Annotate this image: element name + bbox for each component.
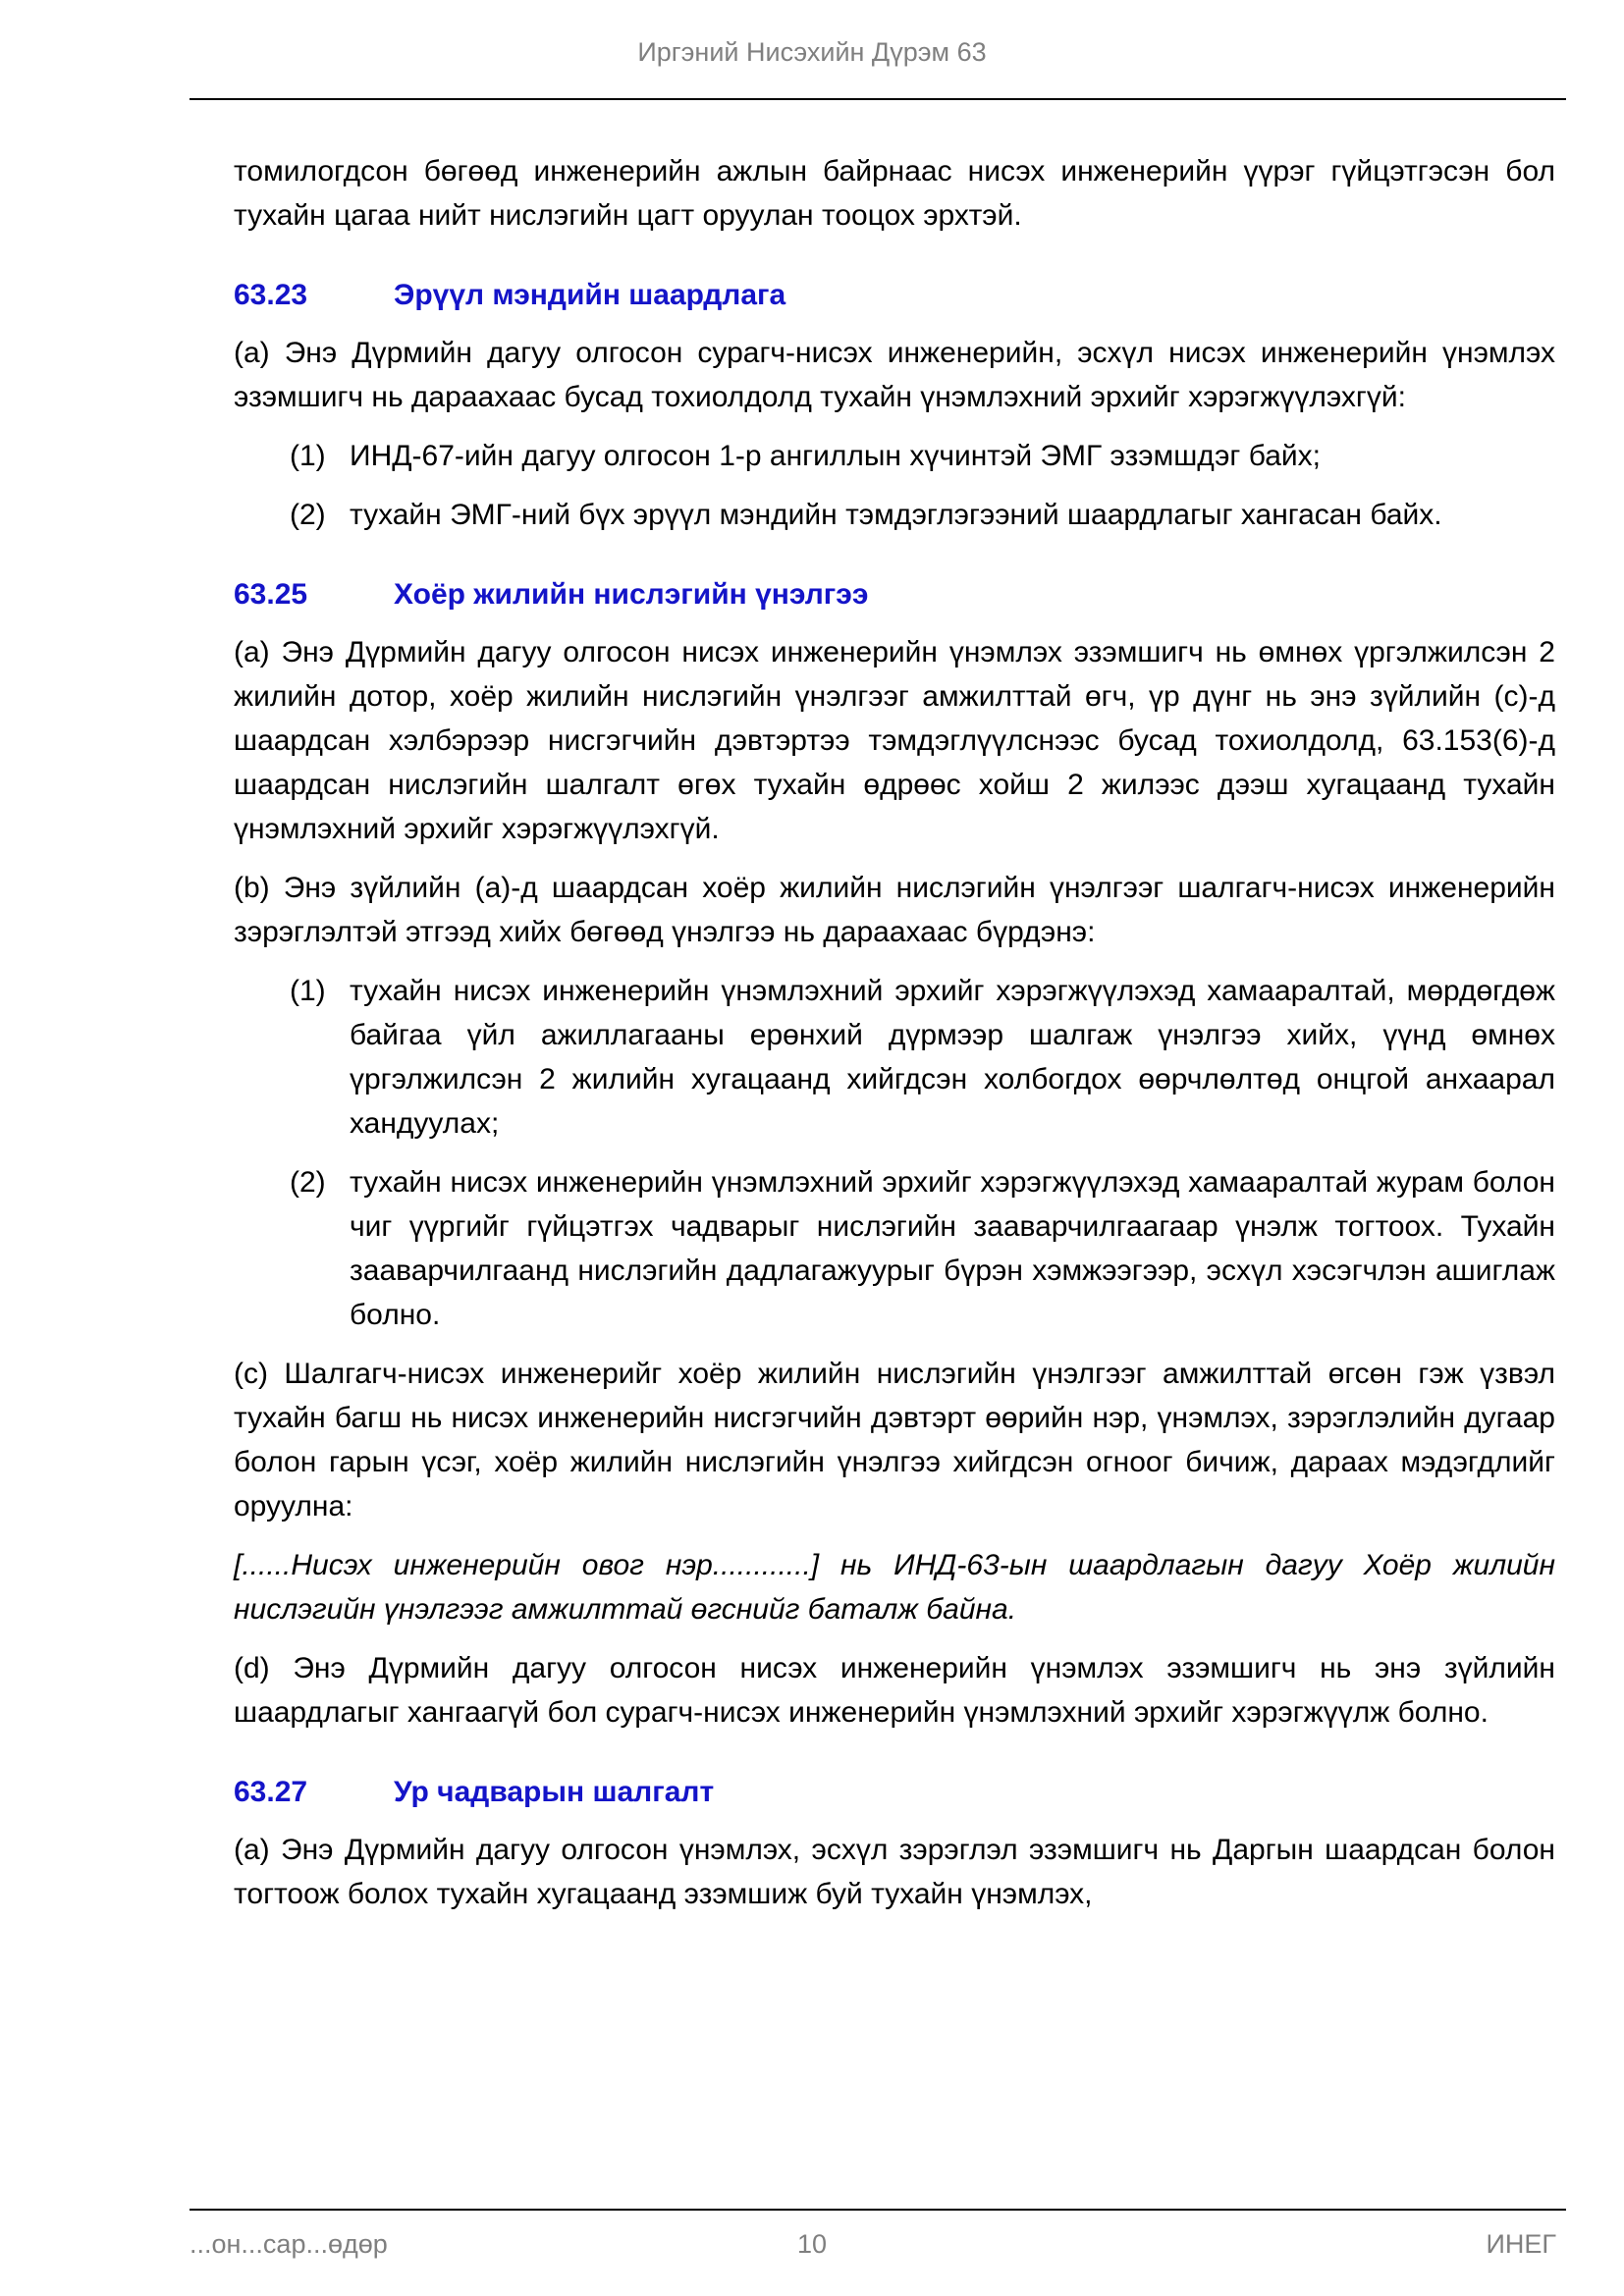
paragraph-a: (a) Энэ Дүрмийн дагуу олгосон үнэмлэх, эсхүл зэрэглэл эзэмшигч нь Даргын шаардсан болон тогтоож болох тухайн хугацаанд эзэмшиж буй тухайн үнэмлэх,	[234, 1834, 1555, 1910]
section-heading	[234, 1770, 1555, 1814]
list-marker: (1)	[290, 440, 326, 472]
paragraph-b: (b) Энэ зүйлийн (a)-д шаардсан хоёр жилийн нислэгийн үнэлгээг шалгагч-нисэх инженерийн зэрэглэлтэй этгээд хийх бөгөөд үнэлгээ нь дараахаас бүрдэнэ:	[234, 872, 1555, 948]
document-body	[234, 149, 1555, 1931]
intro-paragraph: томилогдсон бөгөөд инженерийн ажлын байрнаас нисэх инженерийн үүрэг гүйцэтгэсэн бол тухайн цагаа нийт нислэгийн цагт оруулан тооцох эрхтэй.	[234, 155, 1555, 232]
paragraph-a: (a) Энэ Дүрмийн дагуу олгосон нисэх инженерийн үнэмлэх эзэмшигч нь өмнөх үргэлжилсэн 2 жилийн дотор, хоёр жилийн нислэгийн үнэлгээг амжилттай өгч, үр дүнг нь энэ зүйлийн (c)-д шаардсан хэлбэрээр нисгэгчийн дэвтэртээ тэмдэглүүлснээс бусад тохиолдолд, 63.153(6)-д шаардсан нислэгийн шалгалт өгөх тухайн өдрөөс хойш 2 жилээс дээш хугацаанд тухайн үнэмлэхний эрхийг хэрэгжүүлэхгүй.	[234, 636, 1555, 845]
paragraph-c: (c) Шалгагч-нисэх инженерийг хоёр жилийн нислэгийн үнэлгээг амжилттай өгсөн гэж үзвэл тухайн багш нь нисэх инженерийн нисгэгчийн дэвтэрт өөрийн нэр, үнэмлэх, зэрэглэлийн дугаар болон гарын үсэг, хоёр жилийн нислэгийн үнэлгээ хийгдсэн огноог бичиж, дараах мэдэгдлийг оруулна:	[234, 1358, 1555, 1522]
section-number: 63.25	[234, 578, 308, 611]
section-63-23	[234, 273, 1555, 537]
section-title: Хоёр жилийн нислэгийн үнэлгээ	[394, 578, 869, 611]
header-divider	[189, 98, 1566, 100]
list-item-text: тухайн нисэх инженерийн үнэмлэхний эрхийг хэрэгжүүлэхэд хамааралтай, мөрдөгдөж байгаа үйл ажиллагааны ерөнхий дүрмээр шалгаж үнэлгээ хийх, үүнд өмнөх үргэлжилсэн 2 жилийн хугацаанд хийгдсэн холбогдох өөрчлөлтөд онцгой анхаарал хандуулах;	[350, 975, 1555, 1140]
footer-organization: ИНЕГ	[1486, 2229, 1556, 2259]
section-heading	[234, 572, 1555, 616]
paragraph-a: (a) Энэ Дүрмийн дагуу олгосон сурагч-нисэх инженерийн, эсхүл нисэх инженерийн үнэмлэх эзэмшигч нь дараахаас бусад тохиолдолд тухайн үнэмлэхний эрхийг хэрэгжүүлэхгүй:	[234, 337, 1555, 413]
section-number: 63.27	[234, 1776, 308, 1808]
section-63-27	[234, 1770, 1555, 1916]
list-item-text: тухайн ЭМГ-ний бүх эрүүл мэндийн тэмдэглэгээний шаардлагыг хангасан байх.	[350, 499, 1442, 531]
list-marker: (1)	[290, 975, 326, 1007]
section-heading	[234, 273, 1555, 317]
section-63-25	[234, 572, 1555, 1735]
list-item	[290, 493, 1555, 537]
list-marker: (2)	[290, 1166, 326, 1199]
section-title: Ур чадварын шалгалт	[394, 1776, 715, 1808]
section-title: Эрүүл мэндийн шаардлага	[394, 279, 786, 311]
footer-date: ...он...сар...өдөр	[189, 2229, 388, 2259]
list-item	[290, 969, 1555, 1146]
footer-divider	[189, 2209, 1566, 2211]
statement-quote: [......Нисэх инженерийн овог нэр............] нь ИНД-63-ын шаардлагын дагуу Хоёр жилийн нислэгийн үнэлгээг амжилттай өгснийг баталж байна.	[234, 1549, 1555, 1626]
list-item	[290, 1160, 1555, 1337]
list-item	[290, 434, 1555, 478]
list-item-text: ИНД-67-ийн дагуу олгосон 1-р ангиллын хүчинтэй ЭМГ эзэмшдэг байх;	[350, 440, 1321, 472]
list-item-text: тухайн нисэх инженерийн үнэмлэхний эрхийг хэрэгжүүлэхэд хамааралтай журам болон чиг үүргийг гүйцэтгэх чадварыг нислэгийн зааварчилгаагаар үнэлж тогтоох. Тухайн зааварчилгаанд нислэгийн дадлагажуурыг бүрэн хэмжээгээр, эсхүл хэсэгчлэн ашиглаж болно.	[350, 1166, 1555, 1331]
page-header-title: Иргэний Нисэхийн Дүрэм 63	[637, 37, 987, 67]
list-marker: (2)	[290, 499, 326, 531]
page-number: 10	[796, 2229, 828, 2259]
section-number: 63.23	[234, 279, 308, 311]
paragraph-d: (d) Энэ Дүрмийн дагуу олгосон нисэх инженерийн үнэмлэх эзэмшигч нь энэ зүйлийн шаардлагыг хангаагүй бол сурагч-нисэх инженерийн үнэмлэхний эрхийг хэрэгжүүлж болно.	[234, 1652, 1555, 1729]
